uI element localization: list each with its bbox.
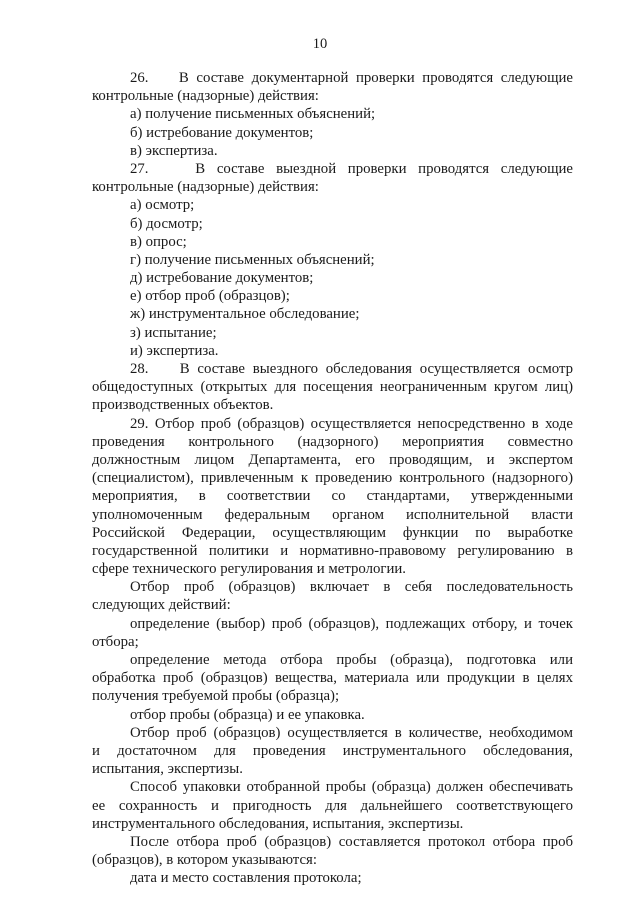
- text-line: государственной политики и нормативно-правовому регулированию в: [92, 542, 573, 559]
- text-line: а) получение письменных объяснений;: [130, 106, 376, 123]
- text-line: следующих действий:: [92, 597, 231, 614]
- text-line: контрольные (надзорные) действия:: [92, 88, 319, 105]
- text-line: в) опрос;: [130, 233, 187, 250]
- text-line: инструментального обследования, испытания, экспертизы.: [92, 815, 464, 832]
- text-line: з) испытание;: [130, 324, 217, 341]
- text-line: г) получение письменных объяснений;: [130, 251, 375, 268]
- text-line: 29. Отбор проб (образцов) осуществляется непосредственно в ходе: [130, 415, 573, 432]
- text-line: (специалистом), привлеченным к проведению контрольного (надзорного): [92, 470, 573, 487]
- text-line: дата и место составления протокола;: [130, 870, 362, 887]
- text-line: После отбора проб (образцов) составляется протокол отбора проб: [130, 833, 573, 850]
- text-line: мероприятия, в соответствии со стандартами, утвержденными: [92, 488, 573, 505]
- text-line: Способ упаковки отобранной пробы (образца) должен обеспечивать: [130, 779, 573, 796]
- text-line: определение (выбор) проб (образцов), подлежащих отбору, и точек: [130, 615, 573, 632]
- text-line: проведения контрольного (надзорного) мероприятия совместно: [92, 433, 573, 450]
- text-line: обработка проб (образцов) вещества, материала или продукции в целях: [92, 670, 573, 687]
- text-line: и) экспертиза.: [130, 342, 219, 359]
- text-line: испытания, экспертизы.: [92, 761, 243, 778]
- text-line: сфере технического регулирования и метрологии.: [92, 561, 406, 578]
- text-line: (образцов), в котором указываются:: [92, 852, 317, 869]
- text-line: производственных объектов.: [92, 397, 274, 414]
- text-line: б) досмотр;: [130, 215, 203, 232]
- text-line: д) истребование документов;: [130, 270, 314, 287]
- text-line: 28. В составе выездного обследования осуществляется осмотр: [130, 361, 573, 377]
- text-line: общедоступных (открытых для посещения неограниченным кругом лиц): [92, 379, 573, 396]
- text-line: а) осмотр;: [130, 197, 195, 214]
- text-line: ж) инструментальное обследование;: [130, 306, 360, 323]
- text-line: уполномоченным федеральным органом исполнительной власти: [92, 506, 573, 523]
- text-line: Отбор проб (образцов) включает в себя последовательность: [130, 579, 573, 596]
- text-line: отбора;: [92, 633, 139, 650]
- text-line: получения требуемой пробы (образца);: [92, 688, 340, 705]
- text-line: и достаточном для проведения инструментального обследования,: [92, 742, 573, 759]
- document-body: [92, 69, 573, 887]
- text-line: отбор пробы (образца) и ее упаковка.: [130, 706, 365, 723]
- text-line: Отбор проб (образцов) осуществляется в количестве, необходимом: [130, 724, 573, 741]
- text-line: Российской Федерации, осуществляющим функции по выработке: [92, 524, 573, 541]
- text-line: 27. В составе выездной проверки проводятся следующие: [130, 160, 573, 177]
- text-line: в) экспертиза.: [130, 142, 218, 159]
- text-line: б) истребование документов;: [130, 124, 314, 141]
- text-line: 26. В составе документарной проверки проводятся следующие: [130, 70, 573, 86]
- text-line: должностным лицом Департамента, его проводящим, и экспертом: [92, 451, 573, 468]
- text-line: ее сохранность и пригодность для дальнейшего соответствующего: [92, 797, 573, 814]
- text-line: е) отбор проб (образцов);: [130, 288, 290, 305]
- text-line: определение метода отбора пробы (образца), подготовка или: [130, 652, 573, 668]
- text-line: контрольные (надзорные) действия:: [92, 179, 319, 196]
- page-number: 10: [312, 36, 328, 52]
